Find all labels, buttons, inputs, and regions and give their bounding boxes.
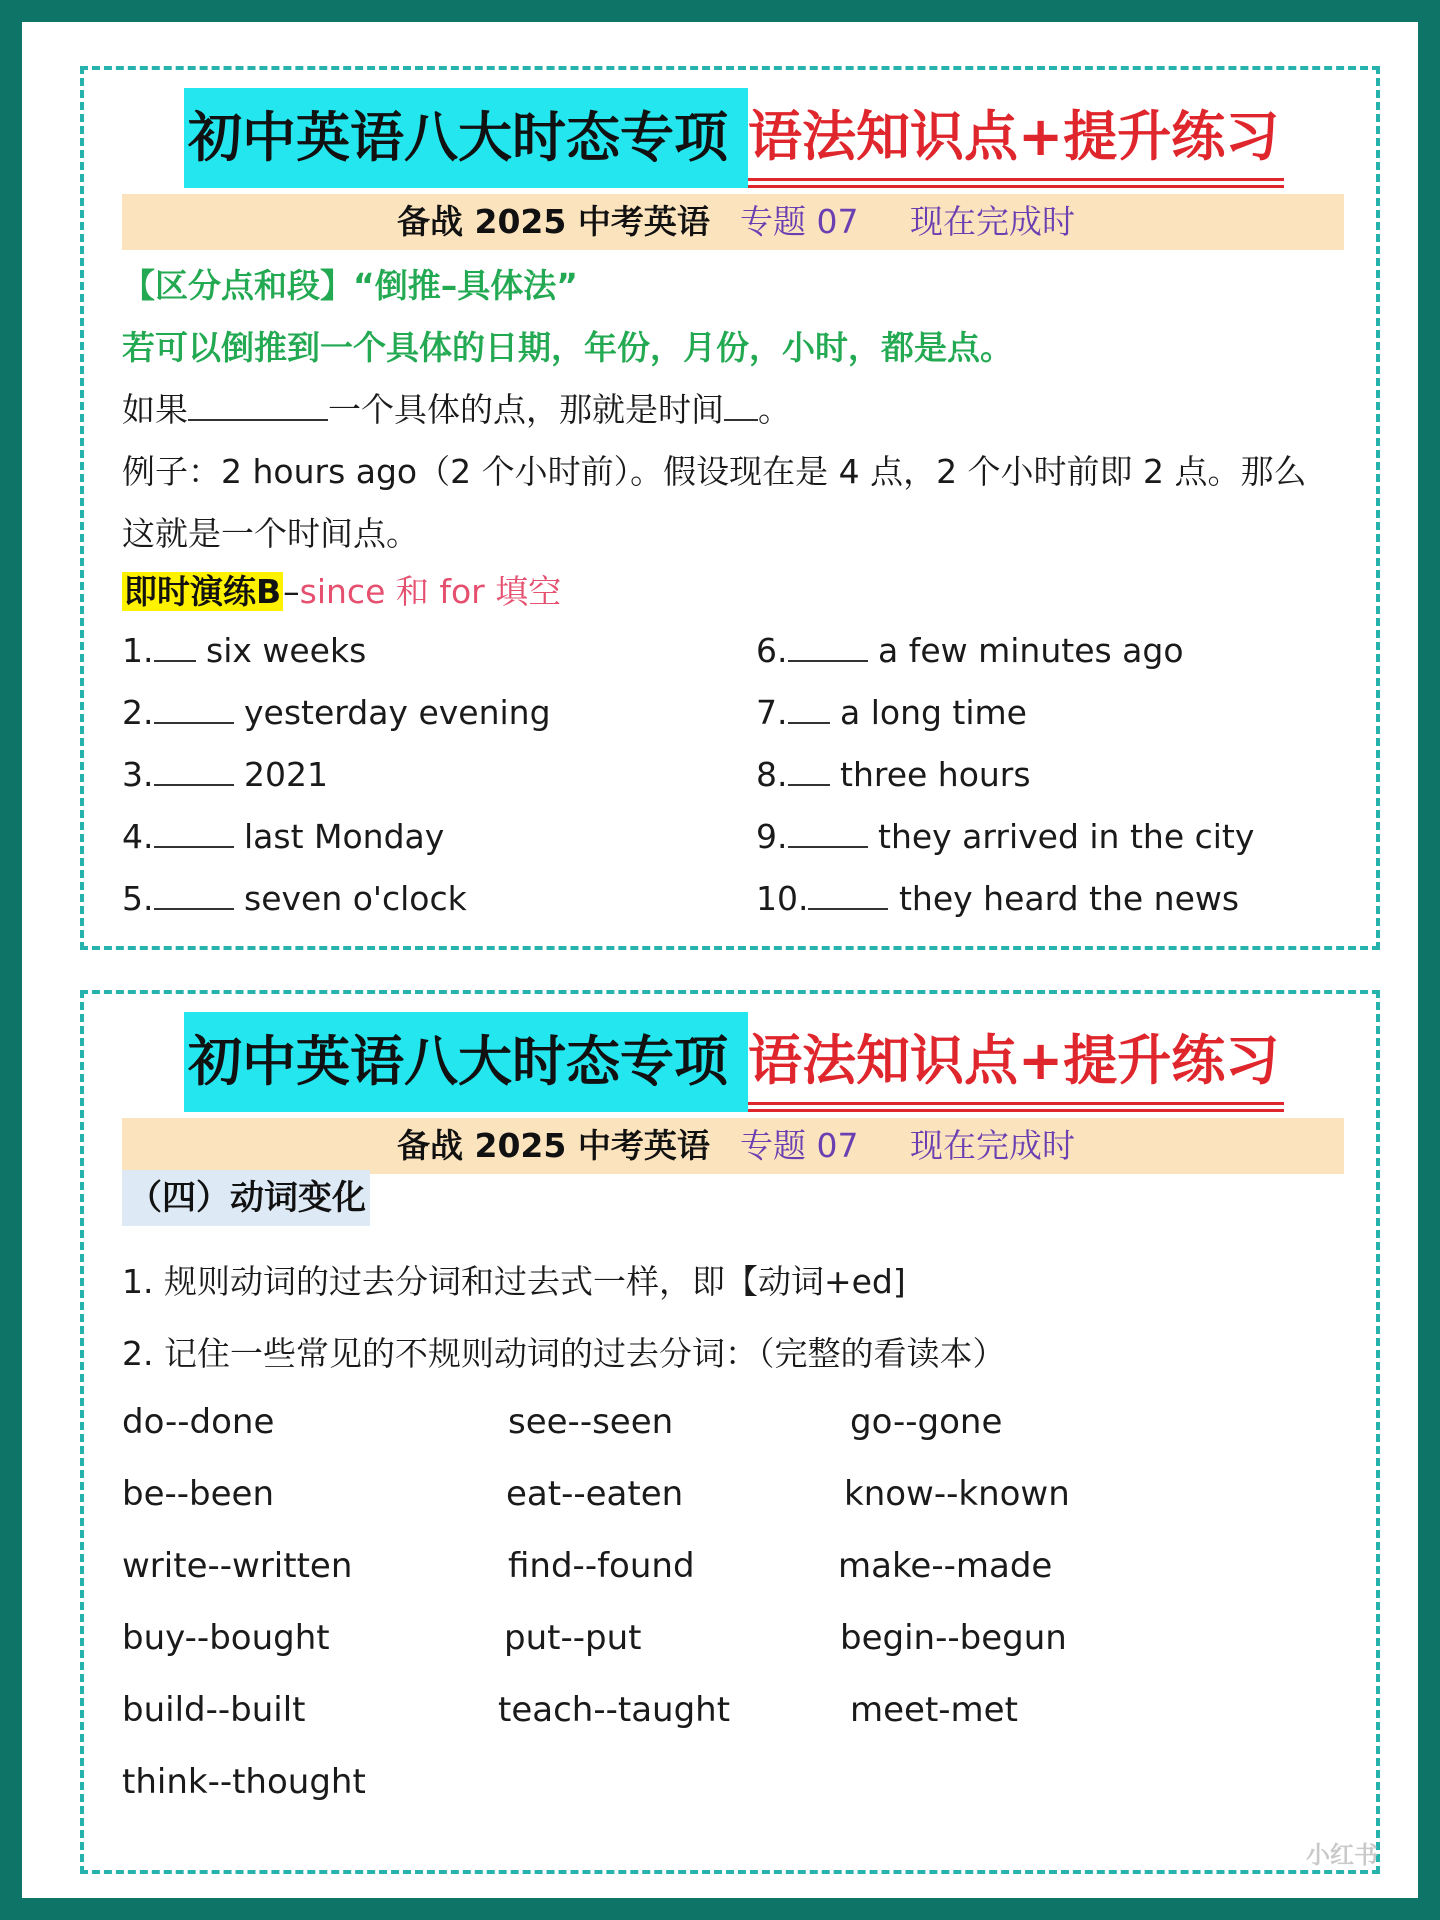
subtitle-tense: 现在完成时: [910, 1126, 1075, 1165]
answer-blank[interactable]: [154, 878, 234, 910]
exercise-item: 8. three hours: [756, 755, 1031, 794]
exercise-item: 5. seven o'clock: [122, 879, 467, 918]
answer-blank[interactable]: [788, 692, 830, 724]
verb-pair: teach--taught: [498, 1690, 731, 1730]
verb-pair: eat--eaten: [506, 1474, 684, 1514]
answer-blank[interactable]: [788, 816, 868, 848]
verb-pair: see--seen: [508, 1402, 674, 1442]
verb-pair: build--built: [122, 1690, 306, 1730]
drill-label: 即时演练B: [124, 572, 282, 611]
answer-blank[interactable]: [154, 754, 234, 786]
rule-irregular: 2. 记住一些常见的不规则动词的过去分词：（完整的看读本）: [122, 1334, 1006, 1373]
section-heading: （四）动词变化: [122, 1170, 370, 1226]
verb-pair: meet-met: [850, 1690, 1018, 1730]
subtitle-bar: [122, 1118, 1344, 1174]
title-red: 语法知识点+提升练习: [748, 88, 1284, 188]
subtitle-tense: 现在完成时: [910, 202, 1075, 241]
watermark-logo: 小红书: [1306, 1841, 1378, 1869]
example-line: 例子：2 hours ago（2 个小时前）。假设现在是 4 点，2 个小时前即 2 点。那么: [122, 452, 1307, 491]
subtitle-topic: 专题 07: [740, 202, 859, 241]
answer-blank[interactable]: [808, 878, 888, 910]
verb-pair: write--written: [122, 1546, 353, 1586]
card-verb-forms: [80, 990, 1380, 1874]
subtitle-topic: 专题 07: [740, 1126, 859, 1165]
verb-pair: make--made: [838, 1546, 1053, 1586]
verb-pair: begin--begun: [840, 1618, 1067, 1658]
exercise-item: 6. a few minutes ago: [756, 631, 1184, 670]
answer-blank[interactable]: [154, 816, 234, 848]
answer-blank[interactable]: [188, 389, 328, 421]
answer-blank[interactable]: [154, 692, 234, 724]
verb-pair: think--thought: [122, 1762, 366, 1802]
card-title: [184, 88, 1284, 188]
card-title: [184, 1012, 1284, 1112]
card-tense-points: [80, 66, 1380, 950]
exercise-item: 4. last Monday: [122, 817, 445, 856]
title-highlight: 初中英语八大时态专项: [184, 88, 748, 188]
answer-blank[interactable]: [154, 630, 196, 662]
exercise-item: 3. 2021: [122, 755, 328, 794]
verb-pair: find--found: [508, 1546, 695, 1586]
rule-text: 若可以倒推到一个具体的日期，年份，月份，小时，都是点。: [122, 328, 1013, 367]
verb-pair: go--gone: [850, 1402, 1003, 1442]
answer-blank[interactable]: [724, 389, 758, 421]
section-heading: 【区分点和段】“倒推–具体法”: [122, 266, 578, 305]
subtitle-exam: 备战 2025 中考英语: [397, 202, 710, 241]
subtitle-exam: 备战 2025 中考英语: [397, 1126, 710, 1165]
exercise-item: 10. they heard the news: [756, 879, 1240, 918]
answer-blank[interactable]: [788, 630, 868, 662]
verb-pair: do--done: [122, 1402, 275, 1442]
rule-regular: 1. 规则动词的过去分词和过去式一样，即【动词+ed]: [122, 1262, 906, 1301]
verb-pair: know--known: [844, 1474, 1070, 1514]
fill-sentence: 如果 一个具体的点，那就是时间 。: [122, 390, 791, 429]
subtitle-bar: [122, 194, 1344, 250]
verb-pair: be--been: [122, 1474, 275, 1514]
exercise-item: 7. a long time: [756, 693, 1027, 732]
drill-title: 即时演练B–since 和 for 填空: [124, 572, 562, 611]
exercise-item: 1. six weeks: [122, 631, 367, 670]
title-highlight: 初中英语八大时态专项: [184, 1012, 748, 1112]
exercise-item: 9. they arrived in the city: [756, 817, 1255, 856]
title-red: 语法知识点+提升练习: [748, 1012, 1284, 1112]
verb-pair: buy--bought: [122, 1618, 330, 1658]
exercise-item: 2. yesterday evening: [122, 693, 551, 732]
page-sheet: [22, 22, 1418, 1898]
example-line: 这就是一个时间点。: [122, 514, 419, 553]
verb-pair: put--put: [504, 1618, 642, 1658]
answer-blank[interactable]: [788, 754, 830, 786]
